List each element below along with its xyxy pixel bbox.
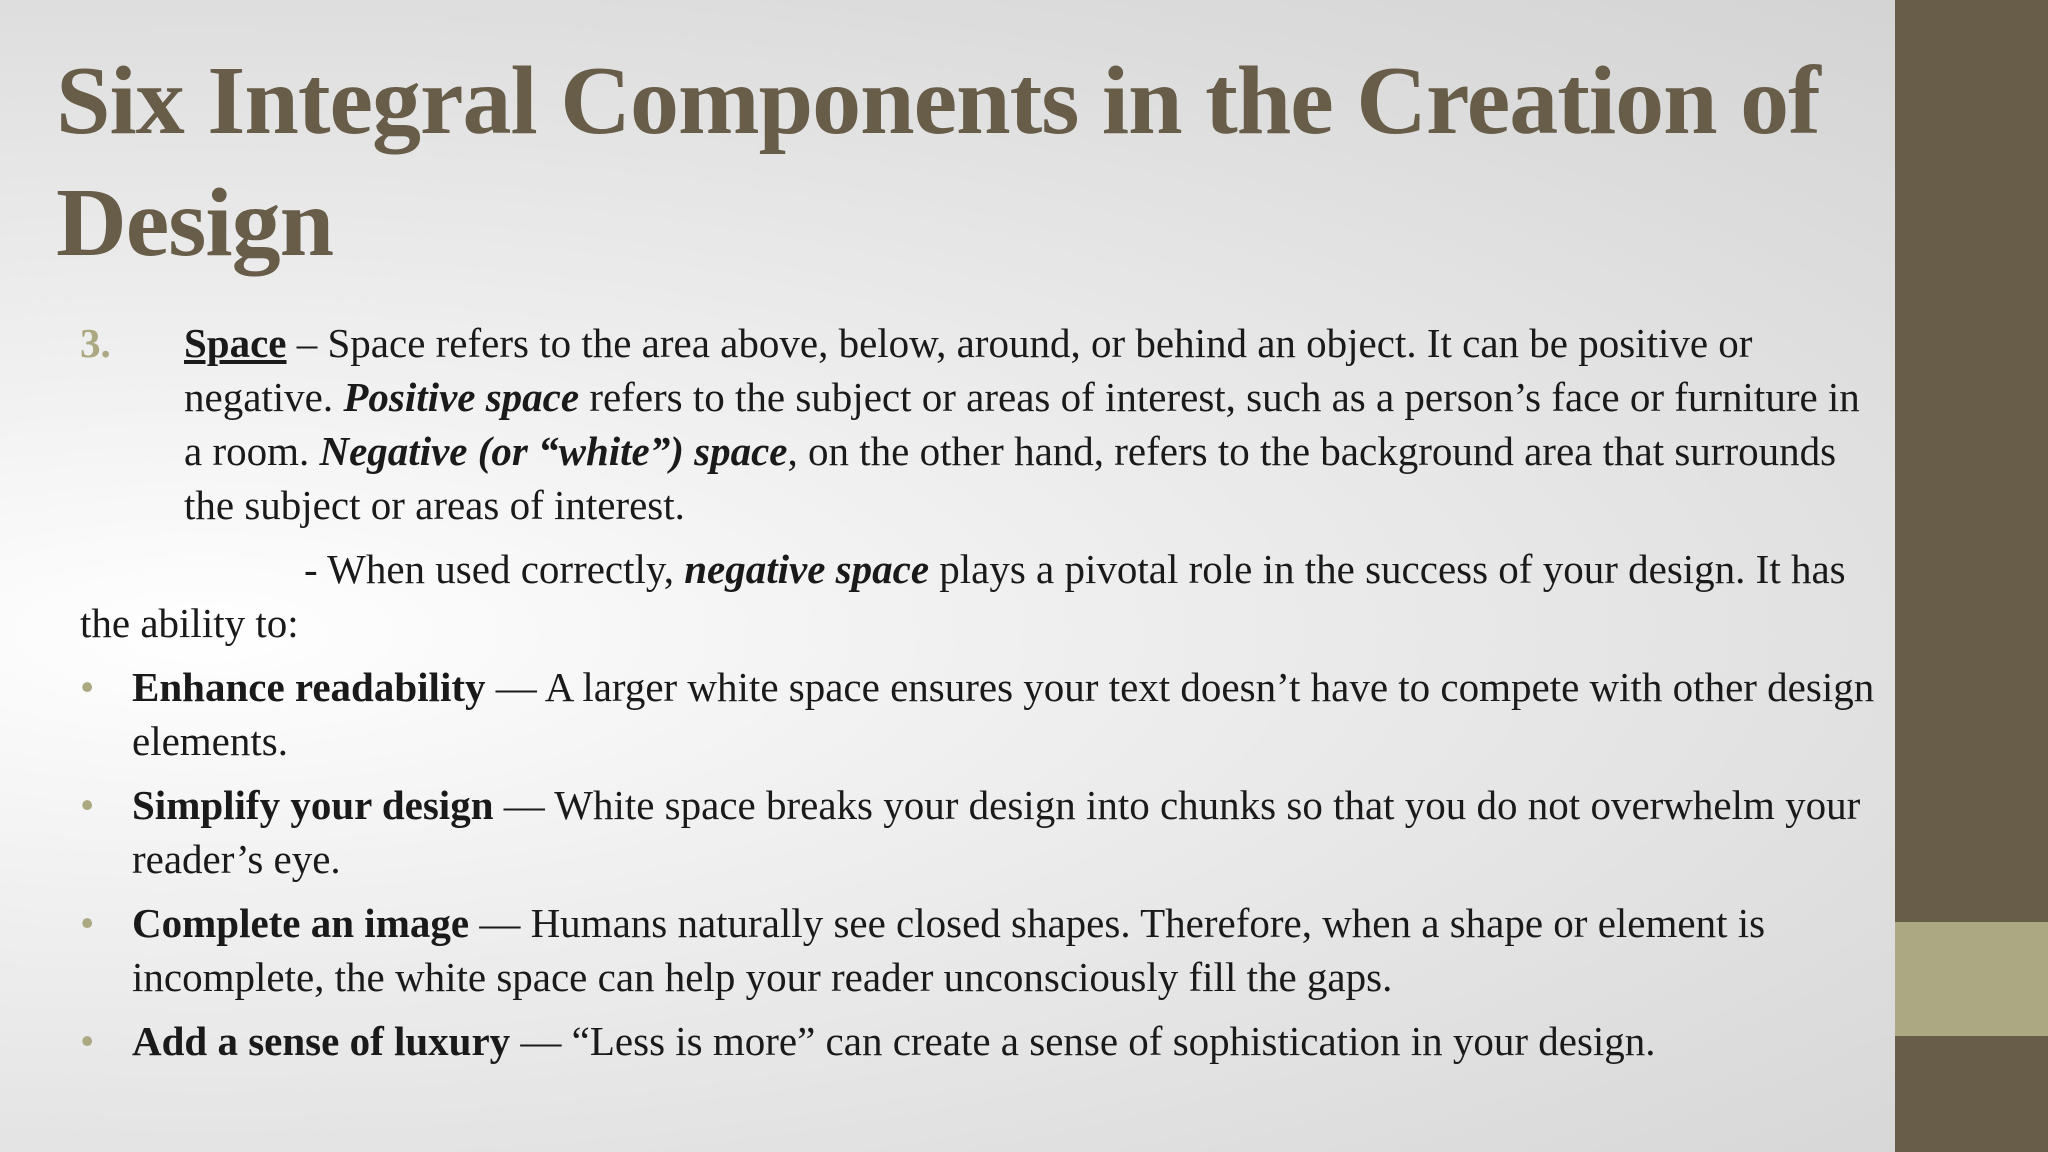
bullet-dot-icon: • [80,1018,95,1064]
benefits-list [80,660,1880,1068]
term-positive-space: Positive space [343,374,580,420]
bullet-text: — White space breaks your design into chunks so that you do not overwhelm your reader’s eye. [132,782,1861,882]
item-text-3: , on the other hand, refers to the background area that surrounds the subject or areas of interest. [184,428,1837,528]
term-space: Space [184,320,287,366]
bullet-dot-icon: • [80,782,95,828]
term-negative-space-inline: negative space [684,546,930,592]
numbered-item-space [80,316,1880,532]
bullet-term: Enhance readability [132,664,486,710]
bullet-dot-icon: • [80,900,95,946]
list-item [80,896,1880,1004]
list-item [80,778,1880,886]
item-text-2: refers to the subject or areas of interest, such as a person’s face or furniture in a room. [184,374,1860,474]
dash-prefix: - When used correctly, [304,546,685,592]
bullet-term: Add a sense of luxury [132,1018,511,1064]
term-negative-space: Negative (or “white”) space [319,428,788,474]
bullet-text: — A larger white space ensures your text doesn’t have to compete with other design elements. [132,664,1875,764]
side-accent-decoration [1895,922,2048,1036]
list-item [80,660,1880,768]
list-item [80,1014,1880,1068]
item-text-1: – Space refers to the area above, below, around, or behind an object. It can be positive or negative. [184,320,1753,420]
bullet-term: Complete an image [132,900,470,946]
dash-suffix: plays a pivotal role in the success of your design. It has the ability to: [80,546,1846,646]
slide-content [80,316,1880,1078]
bullet-dot-icon: • [80,664,95,710]
bullet-text: — Humans naturally see closed shapes. Therefore, when a shape or element is incomplete, the white space can help your reader unconsciously fill the gaps. [132,900,1766,1000]
negative-space-paragraph [80,542,1880,650]
slide-title: Six Integral Components in the Creation of Design [56,47,1820,277]
item-number: 3. [80,320,111,366]
bullet-text: — “Less is more” can create a sense of sophistication in your design. [510,1018,1656,1064]
bullet-term: Simplify your design [132,782,494,828]
